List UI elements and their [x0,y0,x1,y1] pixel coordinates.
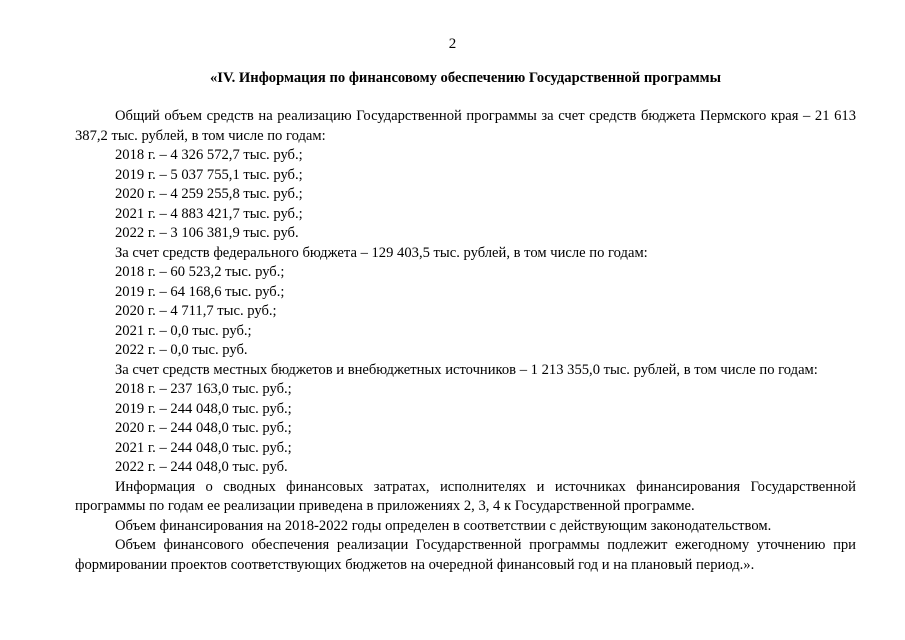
regional-year-2021: 2021 г. – 4 883 421,7 тыс. руб.; [115,205,303,222]
federal-year-2021: 2021 г. – 0,0 тыс. руб.; [115,322,252,339]
local-budget-paragraph: За счет средств местных бюджетов и внебюджетных источников – 1 213 355,0 тыс. рублей, в том числе по годам: [115,361,818,378]
document-body [75,107,856,575]
regional-year-2020: 2020 г. – 4 259 255,8 тыс. руб.; [115,186,303,202]
federal-year-2020: 2020 г. – 4 711,7 тыс. руб.; [115,303,277,319]
regional-budget-paragraph: Общий объем средств на реализацию Государственной программы за счет средств бюджета Пермского края – 21 613 387,2 тыс. рублей, в том числе по годам: [75,108,856,144]
section-heading: «IV. Информация по финансовому обеспечению Государственной программы [210,70,721,86]
appendix-info-paragraph: Информация о сводных финансовых затратах, исполнителях и источниках финансирования Государственной программы по годам ее реализации приведена в приложениях 2, 3, 4 к Государственной программе. [75,478,856,514]
federal-year-2019: 2019 г. – 64 168,6 тыс. руб.; [115,283,285,300]
local-year-2018: 2018 г. – 237 163,0 тыс. руб.; [115,381,292,397]
local-year-2019: 2019 г. – 244 048,0 тыс. руб.; [115,400,292,417]
local-year-2022: 2022 г. – 244 048,0 тыс. руб. [115,459,288,475]
regional-year-2018: 2018 г. – 4 326 572,7 тыс. руб.; [115,147,303,163]
page-number: 2 [448,36,457,52]
local-year-2021: 2021 г. – 244 048,0 тыс. руб.; [115,439,292,456]
regional-year-2022: 2022 г. – 3 106 381,9 тыс. руб. [115,225,299,241]
annual-adjustment-paragraph: Объем финансового обеспечения реализации Государственной программы подлежит ежегодному уточнению при формировании проектов соответствующих бюджетов на очередной финансовый год и на плановый период.». [75,537,856,573]
federal-budget-paragraph: За счет средств федерального бюджета – 129 403,5 тыс. рублей, в том числе по годам: [115,244,648,261]
local-year-2020: 2020 г. – 244 048,0 тыс. руб.; [115,420,292,436]
federal-year-2022: 2022 г. – 0,0 тыс. руб. [115,342,248,358]
regional-year-2019: 2019 г. – 5 037 755,1 тыс. руб.; [115,166,303,183]
federal-year-2018: 2018 г. – 60 523,2 тыс. руб.; [115,264,285,280]
funding-volume-paragraph: Объем финансирования на 2018-2022 годы определен в соответствии с действующим законодательством. [115,517,772,534]
